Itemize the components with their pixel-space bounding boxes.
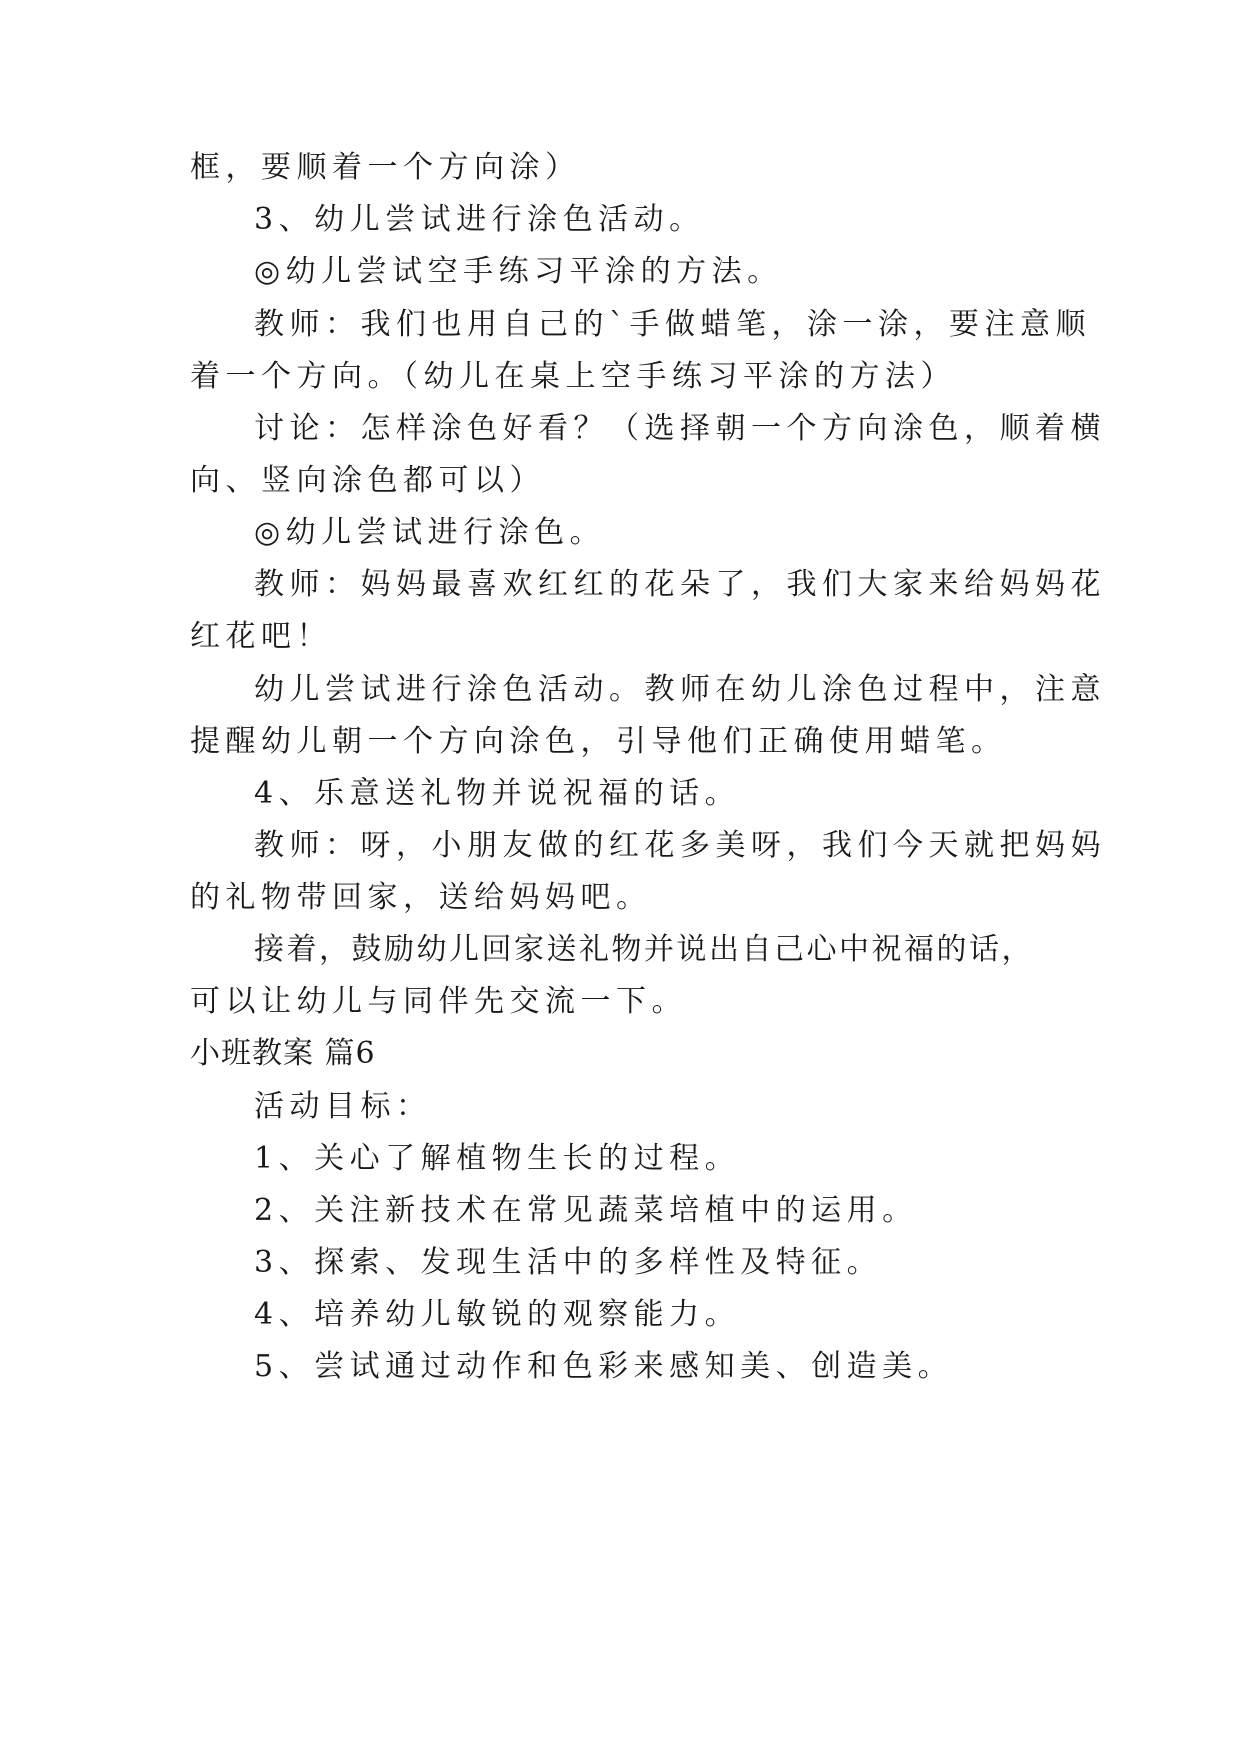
goal-item: 1、关心了解植物生长的过程。: [254, 1141, 741, 1176]
goal-item: 4、培养幼儿敏锐的观察能力。: [254, 1297, 741, 1332]
paragraph-line: 提醒幼儿朝一个方向涂色，引导他们正确使用蜡笔。: [190, 724, 1007, 759]
paragraph-line: 教师：呀，小朋友做的红花多美呀，我们今天就把妈妈: [254, 828, 1106, 863]
paragraph-line: 向、竖向涂色都可以）: [190, 463, 545, 498]
bullet-line: ◎幼儿尝试空手练习平涂的方法。: [254, 254, 783, 289]
bullet-line: ◎幼儿尝试进行涂色。: [254, 515, 606, 550]
paragraph-line: 红花吧！: [190, 619, 332, 654]
paragraph-line: 着一个方向。（幼儿在桌上空手练习平涂的方法）: [190, 359, 956, 394]
step-3-heading: 3、幼儿尝试进行涂色活动。: [254, 202, 705, 237]
section-title: 小班教案 篇6: [190, 1036, 376, 1071]
activity-goals-heading: 活动目标：: [254, 1089, 432, 1124]
goal-item: 3、探索、发现生活中的多样性及特征。: [254, 1245, 883, 1280]
paragraph-line: 教师：妈妈最喜欢红红的花朵了，我们大家来给妈妈花: [254, 567, 1106, 602]
goal-item: 5、尝试通过动作和色彩来感知美、创造美。: [254, 1349, 954, 1384]
paragraph-line: 教师：我们也用自己的`手做蜡笔，涂一涂，要注意顺: [254, 307, 1091, 342]
paragraph-line: 的礼物带回家，送给妈妈吧。: [190, 880, 652, 915]
goal-item: 2、关注新技术在常见蔬菜培植中的运用。: [254, 1193, 918, 1228]
paragraph-line: 接着，鼓励幼儿回家送礼物并说出自己心中祝福的话，: [254, 932, 1034, 967]
paragraph-line: 讨论：怎样涂色好看？（选择朝一个方向涂色，顺着横: [254, 411, 1106, 446]
paragraph-line: 可以让幼儿与同伴先交流一下。: [190, 984, 687, 1019]
paragraph-line: 框，要顺着一个方向涂）: [190, 150, 581, 185]
step-4-heading: 4、乐意送礼物并说祝福的话。: [254, 776, 741, 811]
paragraph-line: 幼儿尝试进行涂色活动。教师在幼儿涂色过程中，注意: [254, 672, 1106, 707]
